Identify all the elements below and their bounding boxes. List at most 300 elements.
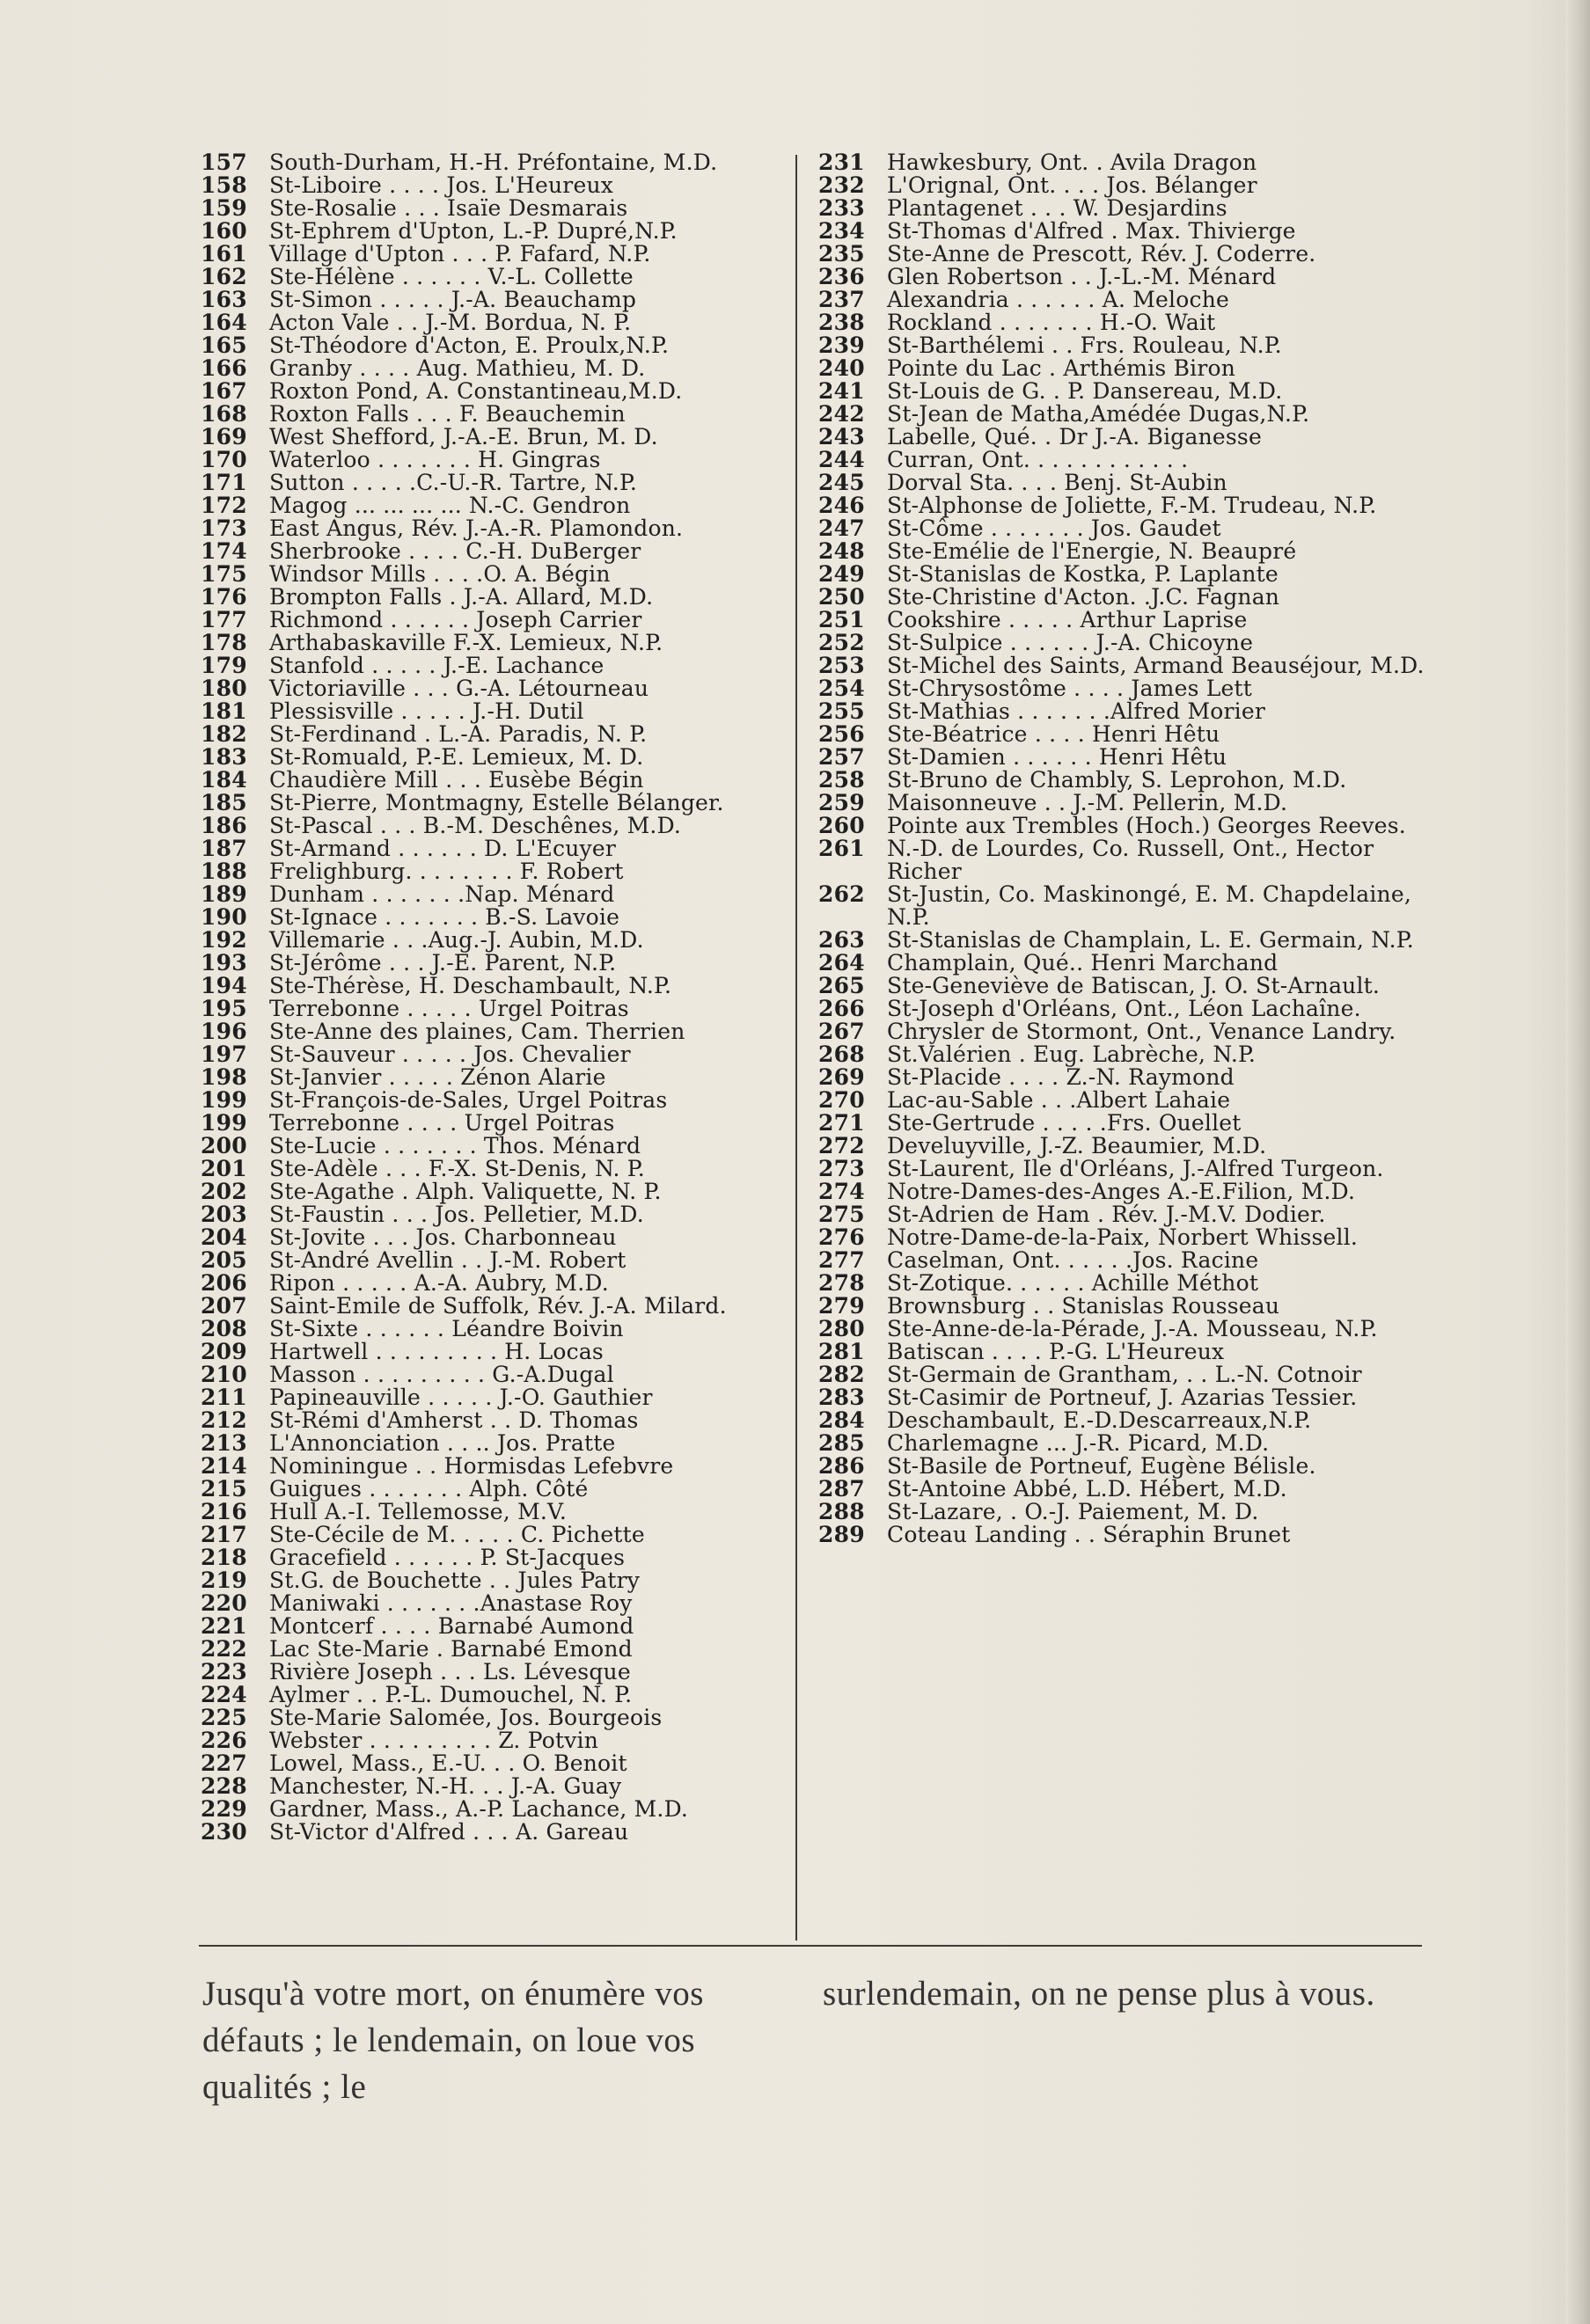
- entry-number: 172: [201, 493, 247, 518]
- entry-text: Ste-Cécile de M. . . . . C. Pichette: [269, 1522, 645, 1547]
- entry-text: Roxton Pond, A. Constantineau,M.D.: [269, 378, 683, 404]
- list-item: [818, 998, 1425, 1020]
- entry-number: 192: [201, 927, 247, 953]
- entry-number: 181: [201, 698, 247, 724]
- entry-number: 284: [818, 1407, 865, 1433]
- entry-number: 246: [818, 493, 865, 518]
- entry-number: 198: [201, 1064, 247, 1090]
- list-item: [201, 632, 799, 654]
- list-item: [818, 723, 1425, 746]
- list-item: [201, 1272, 799, 1295]
- entry-number: 160: [201, 218, 247, 244]
- list-item: [818, 380, 1425, 403]
- entry-text: Montcerf . . . . Barnabé Aumond: [269, 1613, 634, 1639]
- entry-text: Guigues . . . . . . . Alph. Côté: [269, 1476, 589, 1502]
- entry-number: 171: [201, 470, 247, 495]
- list-item: [818, 1158, 1425, 1180]
- entry-number: 158: [201, 172, 247, 198]
- list-item: [201, 380, 799, 403]
- entry-text: Lowel, Mass., E.-U. . . O. Benoit: [269, 1750, 627, 1776]
- entry-text: St-Romuald, P.-E. Lemieux, M. D.: [269, 744, 644, 770]
- list-item: [201, 883, 799, 906]
- entry-text: St-Basile de Portneuf, Eugène Bélisle.: [887, 1453, 1316, 1479]
- entry-text: St.Valérien . Eug. Labrèche, N.P.: [887, 1041, 1257, 1067]
- list-item: [818, 1524, 1425, 1546]
- list-item: [818, 1341, 1425, 1363]
- entry-number: 197: [201, 1041, 247, 1067]
- entry-text: Ste-Béatrice . . . . Henri Hêtu: [887, 721, 1220, 747]
- list-item: [201, 586, 799, 609]
- entry-number: 234: [818, 218, 865, 244]
- entry-text: St.G. de Bouchette . . Jules Patry: [269, 1568, 641, 1593]
- entry-text: Frelighburg. . . . . . . . F. Robert: [269, 859, 624, 884]
- entry-text: Coteau Landing . . Séraphin Brunet: [887, 1522, 1291, 1547]
- entry-text: St-Joseph d'Orléans, Ont., Léon Lachaîne.: [887, 996, 1361, 1021]
- list-item: [201, 1524, 799, 1546]
- entry-text: Stanfold . . . . . J.-E. Lachance: [269, 653, 604, 678]
- entry-number: 245: [818, 470, 865, 495]
- entry-number: 276: [818, 1224, 865, 1250]
- list-item: [201, 1546, 799, 1569]
- list-item: [818, 403, 1425, 426]
- entry-number: 214: [201, 1453, 247, 1479]
- entry-text: Notre-Dames-des-Anges A.-E.Filion, M.D.: [887, 1179, 1356, 1204]
- list-item: [201, 1821, 799, 1844]
- list-item: [201, 357, 799, 380]
- entry-number: 215: [201, 1476, 247, 1502]
- entry-number: 195: [201, 996, 247, 1021]
- entry-number: 173: [201, 515, 247, 541]
- entry-text: Rockland . . . . . . . H.-O. Wait: [887, 310, 1216, 335]
- entry-number: 175: [201, 561, 247, 587]
- entry-number: 203: [201, 1202, 247, 1227]
- entry-text: Pointe aux Trembles (Hoch.) Georges Reeves.: [887, 813, 1406, 838]
- list-item: [818, 197, 1425, 220]
- entry-text: St-Casimir de Portneuf, J. Azarias Tessier.: [887, 1385, 1358, 1410]
- entry-text: St-Antoine Abbé, L.D. Hébert, M.D.: [887, 1476, 1287, 1502]
- entry-number: 244: [818, 447, 865, 472]
- entry-number: 190: [201, 904, 247, 930]
- entry-text: Ste-Rosalie . . . Isaïe Desmarais: [269, 195, 628, 221]
- entry-number: 161: [201, 241, 247, 267]
- entry-text: St-Chrysostôme . . . . James Lett: [887, 676, 1253, 701]
- entry-text: Nominingue . . Hormisdas Lefebvre: [269, 1453, 674, 1479]
- list-item: [201, 1363, 799, 1386]
- entry-number: 227: [201, 1750, 247, 1776]
- entry-number: 182: [201, 721, 247, 747]
- entry-text: Richmond . . . . . . Joseph Carrier: [269, 607, 642, 632]
- entry-number: 237: [818, 287, 865, 312]
- list-item: [201, 654, 799, 677]
- entry-text: Dunham . . . . . . .Nap. Ménard: [269, 881, 615, 907]
- entry-text: St-Sulpice . . . . . . J.-A. Chicoyne: [887, 630, 1254, 655]
- list-item: [818, 1295, 1425, 1318]
- list-item: [201, 1203, 799, 1226]
- entry-text: St-Jean de Matha,Amédée Dugas,N.P.: [887, 401, 1310, 427]
- list-item: [818, 517, 1425, 540]
- entry-number: 169: [201, 424, 247, 449]
- list-item: [201, 1798, 799, 1821]
- entry-number: 216: [201, 1499, 247, 1524]
- footer-rule: [199, 1945, 1422, 1947]
- entry-text: Charlemagne ... J.-R. Picard, M.D.: [887, 1430, 1270, 1456]
- entry-number: 211: [201, 1385, 247, 1410]
- entry-text: East Angus, Rév. J.-A.-R. Plamondon.: [269, 515, 684, 541]
- entry-text: Village d'Upton . . . P. Fafard, N.P.: [269, 241, 651, 267]
- entry-number: 170: [201, 447, 247, 472]
- list-item: [201, 1409, 799, 1432]
- list-item: [201, 1569, 799, 1592]
- list-item: [201, 1226, 799, 1249]
- list-item: [818, 289, 1425, 311]
- entry-text: Ste-Lucie . . . . . . . Thos. Ménard: [269, 1133, 641, 1158]
- entry-number: 208: [201, 1316, 247, 1341]
- list-item: [818, 220, 1425, 243]
- list-item: [818, 792, 1425, 815]
- entry-number: 240: [818, 355, 865, 381]
- list-item: [818, 1226, 1425, 1249]
- list-item: [818, 471, 1425, 494]
- list-item: [818, 815, 1425, 837]
- entry-text: Maniwaki . . . . . . .Anastase Roy: [269, 1590, 633, 1616]
- list-item: [201, 1043, 799, 1066]
- list-item: [201, 563, 799, 586]
- entry-text: St-Victor d'Alfred . . . A. Gareau: [269, 1819, 629, 1845]
- list-item: [201, 677, 799, 700]
- entry-number: 268: [818, 1041, 865, 1067]
- list-item: [201, 1135, 799, 1158]
- list-item: [818, 1363, 1425, 1386]
- entry-text: St-Stanislas de Kostka, P. Laplante: [887, 561, 1279, 587]
- entry-number: 224: [201, 1682, 247, 1707]
- entry-number: 219: [201, 1568, 247, 1593]
- entry-number: 222: [201, 1636, 247, 1662]
- entry-number: 232: [818, 172, 865, 198]
- entry-number: 167: [201, 378, 247, 404]
- list-item: [201, 403, 799, 426]
- list-item: [201, 1249, 799, 1272]
- entry-text: St-Janvier . . . . . Zénon Alarie: [269, 1064, 606, 1090]
- list-item: [818, 426, 1425, 449]
- entry-number: 228: [201, 1773, 247, 1799]
- entry-text: St-Zotique. . . . . . Achille Méthot: [887, 1270, 1259, 1296]
- entry-text: Ripon . . . . . A.-A. Aubry, M.D.: [269, 1270, 609, 1296]
- list-item: [818, 334, 1425, 357]
- list-item: [818, 1043, 1425, 1066]
- entry-number: 159: [201, 195, 247, 221]
- entry-text: Brownsburg . . Stanislas Rousseau: [887, 1293, 1280, 1319]
- entry-number: 275: [818, 1202, 865, 1227]
- list-item: [818, 1135, 1425, 1158]
- entry-number: 241: [818, 378, 865, 404]
- entry-text: Waterloo . . . . . . . H. Gingras: [269, 447, 601, 472]
- list-item: [818, 1180, 1425, 1203]
- list-item: [201, 289, 799, 311]
- entry-number: 273: [818, 1156, 865, 1181]
- list-item: [201, 1752, 799, 1775]
- entry-text: Labelle, Qué. . Dr J.-A. Biganesse: [887, 424, 1262, 449]
- list-item: [818, 1455, 1425, 1478]
- entry-number: 200: [201, 1133, 247, 1158]
- entry-number: 258: [818, 767, 865, 793]
- list-item: [818, 1112, 1425, 1135]
- list-item: [201, 837, 799, 860]
- entry-text: Ste-Christine d'Acton. .J.C. Fagnan: [887, 584, 1280, 610]
- entry-number: 220: [201, 1590, 247, 1616]
- entry-number: 189: [201, 881, 247, 907]
- entry-number: 229: [201, 1796, 247, 1822]
- entry-text: Saint-Emile de Suffolk, Rév. J.-A. Milard.: [269, 1293, 727, 1319]
- list-item: [818, 1409, 1425, 1432]
- entry-number: 251: [818, 607, 865, 632]
- entry-text: Deschambault, E.-D.Descarreaux,N.P.: [887, 1407, 1312, 1433]
- entry-number: 238: [818, 310, 865, 335]
- entry-text: Magog ... ... ... ... N.-C. Gendron: [269, 493, 631, 518]
- entry-number: 223: [201, 1659, 247, 1685]
- entry-text: St-Ephrem d'Upton, L.-P. Dupré,N.P.: [269, 218, 678, 244]
- entry-text: St-Jérôme . . . J.-E. Parent, N.P.: [269, 950, 617, 976]
- entry-number: 186: [201, 813, 247, 838]
- list-item: [201, 952, 799, 975]
- entry-number: 187: [201, 836, 247, 861]
- entry-number: 263: [818, 927, 865, 953]
- list-item: [201, 1455, 799, 1478]
- entry-text: St-Michel des Saints, Armand Beauséjour, M.D.: [887, 653, 1425, 678]
- entry-number: 278: [818, 1270, 865, 1296]
- entry-text: St-Germain de Grantham, . . L.-N. Cotnoir: [887, 1362, 1362, 1387]
- entry-number: 288: [818, 1499, 865, 1524]
- list-item: [201, 1318, 799, 1341]
- list-item: [818, 151, 1425, 174]
- list-item: [201, 769, 799, 792]
- entry-number: 255: [818, 698, 865, 724]
- list-item: [818, 243, 1425, 266]
- entry-text: Lac-au-Sable . . .Albert Lahaie: [887, 1087, 1231, 1113]
- entry-text: St-Rémi d'Amherst . . D. Thomas: [269, 1407, 639, 1433]
- entry-number: 210: [201, 1362, 247, 1387]
- entry-number: 174: [201, 538, 247, 564]
- list-item: [201, 266, 799, 289]
- entry-text: Batiscan . . . . P.-G. L'Heureux: [887, 1339, 1225, 1364]
- entry-text: St-Adrien de Ham . Rév. J.-M.V. Dodier.: [887, 1202, 1326, 1227]
- entry-number: 212: [201, 1407, 247, 1433]
- entry-number: 231: [818, 150, 865, 175]
- list-item: [818, 563, 1425, 586]
- list-item: [818, 449, 1425, 471]
- list-item: [201, 334, 799, 357]
- entry-text: Ste-Marie Salomée, Jos. Bourgeois: [269, 1705, 663, 1730]
- entry-number: 279: [818, 1293, 865, 1319]
- entry-text: Ste-Anne de Prescott, Rév. J. Coderre.: [887, 241, 1316, 267]
- entry-text: Ste-Adèle . . . F.-X. St-Denis, N. P.: [269, 1156, 645, 1181]
- entry-number: 218: [201, 1545, 247, 1570]
- entry-number: 178: [201, 630, 247, 655]
- list-item: [201, 929, 799, 952]
- entry-number: 249: [818, 561, 865, 587]
- entry-text: Glen Robertson . . J.-L.-M. Ménard: [887, 264, 1277, 289]
- list-item: [201, 151, 799, 174]
- entry-text: Webster . . . . . . . . . Z. Potvin: [269, 1728, 599, 1753]
- entry-number: 266: [818, 996, 865, 1021]
- list-item: [201, 449, 799, 471]
- list-item: [201, 1295, 799, 1318]
- entry-text: Sherbrooke . . . . C.-H. DuBerger: [269, 538, 641, 564]
- entry-text: St-Liboire . . . . Jos. L'Heureux: [269, 172, 614, 198]
- entry-number: 260: [818, 813, 865, 838]
- entry-text: Windsor Mills . . . .O. A. Bégin: [269, 561, 611, 587]
- list-item: [201, 723, 799, 746]
- list-item: [818, 769, 1425, 792]
- entry-number: 205: [201, 1247, 247, 1273]
- entry-text: Caselman, Ont. . . . . .Jos. Racine: [887, 1247, 1259, 1273]
- entry-number: 230: [201, 1819, 247, 1845]
- entry-text: St-Louis de G. . P. Dansereau, M.D.: [887, 378, 1283, 404]
- list-item: [201, 197, 799, 220]
- list-item: [201, 1432, 799, 1455]
- entry-number: 226: [201, 1728, 247, 1753]
- entry-number: 194: [201, 973, 247, 998]
- entry-text: Granby . . . . Aug. Mathieu, M. D.: [269, 355, 646, 381]
- entry-number: 253: [818, 653, 865, 678]
- entry-text: St-Faustin . . . Jos. Pelletier, M.D.: [269, 1202, 644, 1227]
- entry-text: Alexandria . . . . . . A. Meloche: [887, 287, 1229, 312]
- list-item: [818, 174, 1425, 197]
- entry-number: 239: [818, 333, 865, 358]
- list-item: [201, 1661, 799, 1684]
- list-item: [201, 1341, 799, 1363]
- list-item: [201, 746, 799, 769]
- entry-number: 196: [201, 1019, 247, 1044]
- entry-number: 225: [201, 1705, 247, 1730]
- entry-number: 259: [818, 790, 865, 815]
- entry-number: 271: [818, 1110, 865, 1136]
- entry-number: 280: [818, 1316, 865, 1341]
- entry-text: Ste-Geneviève de Batiscan, J. O. St-Arnault.: [887, 973, 1381, 998]
- entry-number: 166: [201, 355, 247, 381]
- entry-number: 274: [818, 1179, 865, 1204]
- entry-number: 285: [818, 1430, 865, 1456]
- entry-number: 248: [818, 538, 865, 564]
- list-item: [818, 1203, 1425, 1226]
- list-item: [201, 1180, 799, 1203]
- entry-number: 177: [201, 607, 247, 632]
- list-item: [818, 1089, 1425, 1112]
- entry-text: L'Orignal, Ont. . . . Jos. Bélanger: [887, 172, 1257, 198]
- entry-number: 264: [818, 950, 865, 976]
- entry-number: 287: [818, 1476, 865, 1502]
- entry-number: 250: [818, 584, 865, 610]
- entry-number: 242: [818, 401, 865, 427]
- list-item: [818, 837, 1425, 883]
- entry-number: 282: [818, 1362, 865, 1387]
- list-item: [201, 1501, 799, 1524]
- entry-text: South-Durham, H.-H. Préfontaine, M.D.: [269, 150, 718, 175]
- list-item: [201, 1706, 799, 1729]
- column-divider: [795, 155, 797, 1940]
- entry-text: Gracefield . . . . . . P. St-Jacques: [269, 1545, 626, 1570]
- list-item: [201, 426, 799, 449]
- list-item: [201, 609, 799, 632]
- list-item: [818, 609, 1425, 632]
- list-item: [201, 1020, 799, 1043]
- entry-number: 184: [201, 767, 247, 793]
- entry-text: Arthabaskaville F.-X. Lemieux, N.P.: [269, 630, 663, 655]
- list-item: [818, 929, 1425, 952]
- entry-text: N.-D. de Lourdes, Co. Russell, Ont., Hector Richer: [887, 836, 1374, 884]
- list-item: [201, 975, 799, 998]
- entry-text: St-Simon . . . . . J.-A. Beauchamp: [269, 287, 637, 312]
- list-item: [818, 494, 1425, 517]
- entry-number: 213: [201, 1430, 247, 1456]
- entry-text: St-Thomas d'Alfred . Max. Thivierge: [887, 218, 1296, 244]
- entry-text: St-Stanislas de Champlain, L. E. Germain, N.P.: [887, 927, 1414, 953]
- entry-text: Hawkesbury, Ont. . Avila Dragon: [887, 150, 1257, 175]
- list-item: [818, 975, 1425, 998]
- entry-number: 168: [201, 401, 247, 427]
- list-item: [201, 1089, 799, 1112]
- entry-text: Rivière Joseph . . . Ls. Lévesque: [269, 1659, 631, 1685]
- entry-number: 179: [201, 653, 247, 678]
- entry-number: 286: [818, 1453, 865, 1479]
- list-item: [201, 1158, 799, 1180]
- entry-text: St-Alphonse de Joliette, F.-M. Trudeau, N.P.: [887, 493, 1377, 518]
- list-item: [818, 746, 1425, 769]
- list-item: [818, 586, 1425, 609]
- entry-number: 183: [201, 744, 247, 770]
- entry-number: 254: [818, 676, 865, 701]
- entry-number: 199: [201, 1110, 247, 1136]
- entry-text: St-Pierre, Montmagny, Estelle Bélanger.: [269, 790, 724, 815]
- entry-number: 157: [201, 150, 247, 175]
- list-item: [201, 1112, 799, 1135]
- entry-number: 261: [818, 836, 865, 861]
- entry-text: St-Laurent, Ile d'Orléans, J.-Alfred Turgeon.: [887, 1156, 1384, 1181]
- entry-number: 202: [201, 1179, 247, 1204]
- entry-number: 221: [201, 1613, 247, 1639]
- entry-number: 257: [818, 744, 865, 770]
- entry-text: Masson . . . . . . . . . G.-A.Dugal: [269, 1362, 614, 1387]
- entry-number: 206: [201, 1270, 247, 1296]
- list-item: [201, 1066, 799, 1089]
- entry-number: 269: [818, 1064, 865, 1090]
- entry-number: 289: [818, 1522, 865, 1547]
- entry-number: 163: [201, 287, 247, 312]
- entry-number: 233: [818, 195, 865, 221]
- list-item: [818, 632, 1425, 654]
- list-item: [818, 677, 1425, 700]
- entry-number: 188: [201, 859, 247, 884]
- entry-text: St-Ferdinand . L.-A. Paradis, N. P.: [269, 721, 648, 747]
- entry-number: 199: [201, 1087, 247, 1113]
- entry-text: Notre-Dame-de-la-Paix, Norbert Whissell.: [887, 1224, 1359, 1250]
- entry-number: 180: [201, 676, 247, 701]
- list-item: [818, 883, 1425, 929]
- entry-text: St-François-de-Sales, Urgel Poitras: [269, 1087, 668, 1113]
- entry-text: Develuyville, J.-Z. Beaumier, M.D.: [887, 1133, 1267, 1158]
- entry-text: St-Armand . . . . . . D. L'Ecuyer: [269, 836, 616, 861]
- entry-text: Ste-Thérèse, H. Deschambault, N.P.: [269, 973, 672, 998]
- entry-text: St-Jovite . . . Jos. Charbonneau: [269, 1224, 617, 1250]
- entry-number: 265: [818, 973, 865, 998]
- list-item: [818, 1478, 1425, 1501]
- list-item: [201, 1615, 799, 1638]
- list-item: [201, 1638, 799, 1661]
- entry-number: 270: [818, 1087, 865, 1113]
- entry-number: 162: [201, 264, 247, 289]
- entry-text: Lac Ste-Marie . Barnabé Emond: [269, 1636, 633, 1662]
- list-item: [201, 815, 799, 837]
- entry-text: Papineauville . . . . . J.-O. Gauthier: [269, 1385, 653, 1410]
